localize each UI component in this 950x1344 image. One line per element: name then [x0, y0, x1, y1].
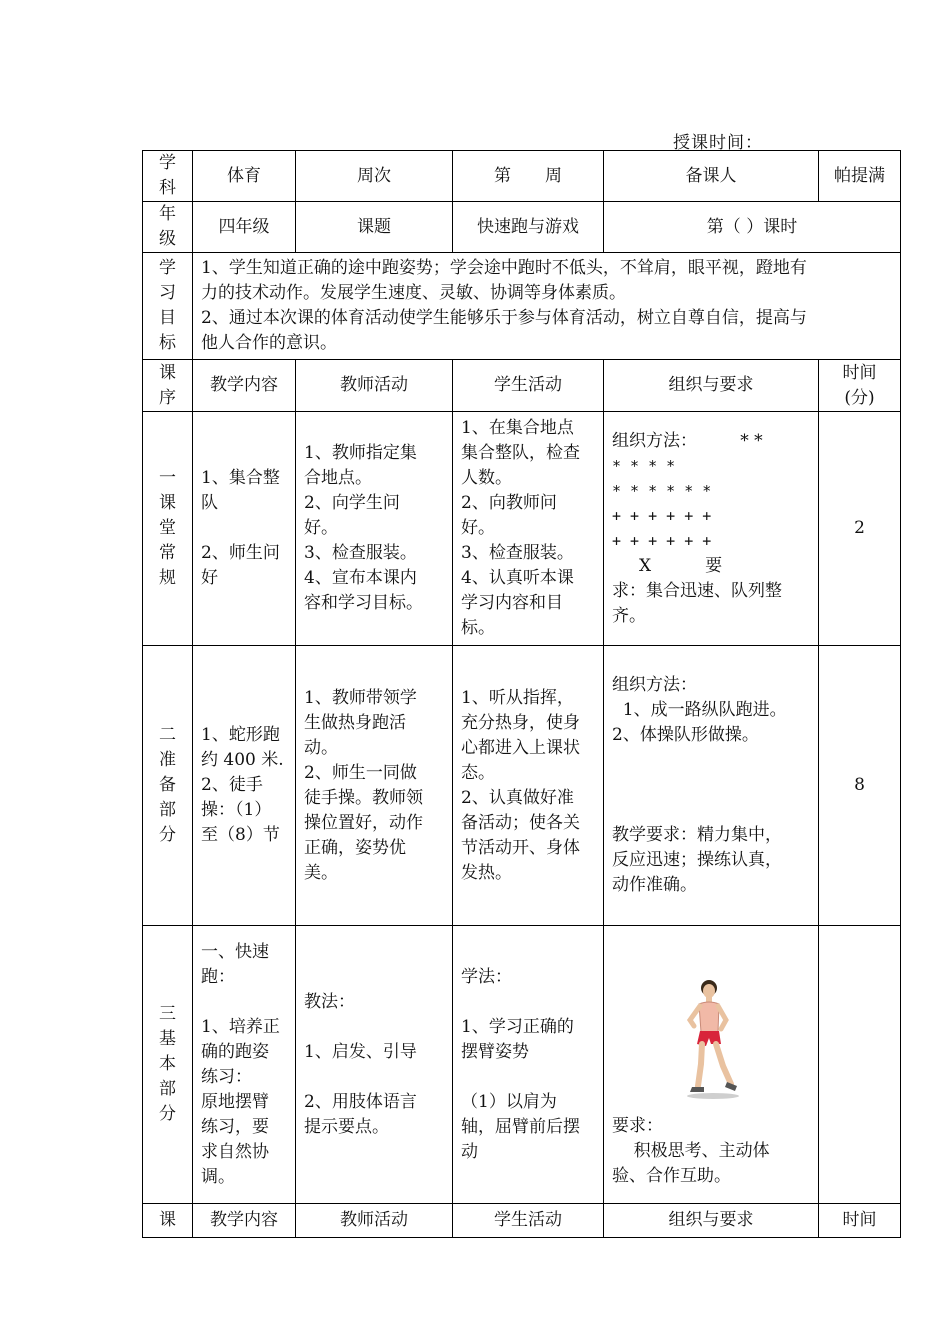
col-student: 学生活动 — [453, 1204, 604, 1238]
formation-line: + + + + + + — [612, 506, 712, 525]
section-name-text: 二准备部分 — [159, 725, 176, 845]
text-line: 动作准确。 — [612, 875, 697, 895]
text-line: 提示要点。 — [304, 1116, 389, 1137]
grade-label-text: 年级 — [159, 204, 176, 249]
text-line: 集合整队，检查 — [461, 443, 580, 463]
text-line: 练习： — [201, 1066, 252, 1087]
text-line: 约 400 米. — [201, 750, 284, 770]
text-line — [201, 990, 287, 1015]
goal-line: 2、通过本次课的体育活动使学生能够乐于参与体育活动，树立自尊自信，提高与 — [201, 308, 807, 328]
text-line: 2、向教师问 — [461, 493, 557, 513]
text-line: 2、认真做好准 — [461, 787, 574, 808]
text-line: 积极思考、主动体 — [612, 1141, 770, 1161]
text-line: 队 — [201, 493, 218, 513]
preparer-label: 备课人 — [604, 151, 819, 202]
text-line: 学法： — [461, 966, 512, 987]
section-row-routine — [143, 412, 901, 646]
section-student — [453, 926, 604, 1204]
text-line: 确的跑姿 — [201, 1041, 269, 1062]
preparer-value: 帕提满 — [819, 151, 901, 202]
text-line — [304, 1015, 444, 1040]
section-teacher — [296, 412, 453, 646]
text-line — [461, 990, 595, 1015]
section-name — [143, 646, 193, 926]
goals-row — [143, 253, 901, 360]
lesson-plan-table — [142, 150, 901, 1238]
text-line: 2、徒手 — [201, 775, 263, 795]
text-line: 操位置好，动作 — [304, 812, 423, 833]
section-row-main — [143, 926, 901, 1204]
goals-label-text: 学习目标 — [159, 258, 176, 353]
col-teacher: 教师活动 — [296, 360, 453, 412]
info-row-subject — [143, 151, 901, 202]
goal-line: 1、学生知道正确的途中跑姿势；学会途中跑时不低头，不耸肩，眼平视，蹬地有 — [201, 258, 807, 278]
text-line: 徒手操。教师领 — [304, 787, 423, 808]
text-line: 验、合作互助。 — [612, 1166, 731, 1186]
info-row-grade — [143, 202, 901, 253]
text-line: 1、学习正确的 — [461, 1016, 574, 1037]
col-organization: 组织与要求 — [604, 1204, 819, 1238]
text-line: 生做热身跑活 — [304, 712, 406, 733]
text-line: 充分热身，使身 — [461, 712, 580, 733]
col-teacher: 教师活动 — [296, 1204, 453, 1238]
section-organization — [604, 646, 819, 926]
text-line: 1、培养正 — [201, 1016, 280, 1037]
text-line: 2、师生问 — [201, 543, 280, 563]
text-line: 2、体操队形做操。 — [612, 725, 759, 745]
text-line: 要求： — [612, 1116, 663, 1136]
text-line: 好。 — [461, 518, 495, 538]
week-label: 周次 — [296, 151, 453, 202]
col-content: 教学内容 — [193, 1204, 296, 1238]
text-line — [612, 773, 810, 798]
text-line: 1、教师指定集 — [304, 443, 417, 463]
text-line: 发热。 — [461, 862, 512, 883]
topic-value: 快速跑与游戏 — [453, 202, 604, 253]
col-student: 学生活动 — [453, 360, 604, 412]
text-line: 好 — [201, 568, 218, 588]
text-line: 1、启发、引导 — [304, 1041, 417, 1062]
text-line: 组织方法： * * — [612, 430, 763, 451]
text-line: 摆臂姿势 — [461, 1041, 529, 1062]
text-line: 反应迅速；操练认真， — [612, 850, 782, 870]
goal-line: 他人合作的意识。 — [201, 333, 337, 353]
section-time: 2 — [819, 412, 901, 646]
section-organization — [604, 412, 819, 646]
text-line — [612, 748, 810, 773]
section-time — [819, 926, 901, 1204]
text-line: 容和学习目标。 — [304, 593, 423, 613]
text-line: 组织方法： — [612, 675, 697, 695]
text-line: 1、在集合地点 — [461, 418, 574, 438]
text-line: 2、师生一同做 — [304, 762, 417, 783]
text-line: 调。 — [201, 1166, 235, 1187]
col-time: 时间 — [819, 1204, 901, 1238]
week-value: 第 周 — [453, 151, 604, 202]
section-content — [193, 412, 296, 646]
section-row-warmup — [143, 646, 901, 926]
runner-figure-illustration — [671, 974, 751, 1104]
text-line: 心都进入上课状 — [461, 737, 580, 758]
col-sequence-text: 课序 — [159, 362, 176, 408]
col-organization: 组织与要求 — [604, 360, 819, 412]
column-header-row — [143, 360, 901, 412]
text-line: 动。 — [304, 737, 338, 758]
topic-label: 课题 — [296, 202, 453, 253]
col-time — [819, 360, 901, 412]
text-line: 至（8）节 — [201, 825, 280, 845]
section-name-text: 三基本部分 — [159, 1004, 176, 1124]
subject-value: 体育 — [193, 151, 296, 202]
text-line: 4、认真听本课 — [461, 568, 574, 588]
text-line: 求自然协 — [201, 1141, 269, 1162]
text-line: 轴，屈臂前后摆 — [461, 1116, 580, 1137]
text-line: 合地点。 — [304, 468, 372, 488]
text-line: X 要 — [612, 555, 723, 576]
text-line: 好。 — [304, 518, 338, 538]
section-teacher — [296, 926, 453, 1204]
period-value: 第（ ）课时 — [604, 202, 901, 253]
text-line: （1）以肩为 — [461, 1091, 557, 1112]
text-line: 2、用肢体语言 — [304, 1091, 417, 1112]
text-line: 1、集合整 — [201, 468, 280, 488]
goals-text — [193, 253, 901, 360]
subject-label — [143, 151, 193, 202]
text-line — [201, 516, 287, 541]
goals-label — [143, 253, 193, 360]
text-line: 1、成一路纵队跑进。 — [612, 700, 787, 720]
text-line: 正确，姿势优 — [304, 837, 406, 858]
text-line: 教学要求：精力集中， — [612, 825, 782, 845]
section-time: 8 — [819, 646, 901, 926]
text-line: 原地摆臂 — [201, 1091, 269, 1112]
text-line: 人数。 — [461, 468, 512, 488]
section-name — [143, 926, 193, 1204]
section-student — [453, 412, 604, 646]
section-name-text: 一课堂常规 — [159, 468, 176, 588]
text-line: 跑： — [201, 966, 235, 987]
text-line: 2、向学生问 — [304, 493, 400, 513]
text-line: 态。 — [461, 762, 495, 783]
text-line: 标。 — [461, 618, 495, 638]
formation-line: * * * * * * — [612, 481, 712, 500]
text-line: 一、快速 — [201, 941, 269, 962]
text-line: 学习内容和目 — [461, 593, 563, 613]
text-line: 1、蛇形跑 — [201, 725, 280, 745]
section-content — [193, 926, 296, 1204]
formation-line: * * * * — [612, 456, 676, 475]
col-content: 教学内容 — [193, 360, 296, 412]
col-time-text: 时间(分) — [842, 362, 877, 408]
text-line — [461, 1065, 595, 1090]
text-line: 备活动；使各关 — [461, 812, 580, 833]
text-line: 美。 — [304, 862, 338, 883]
text-line: 求：集合迅速、队列整 — [612, 580, 782, 601]
grade-value: 四年级 — [193, 202, 296, 253]
text-line: 动 — [461, 1141, 478, 1162]
footer-header-row — [143, 1204, 901, 1238]
section-teacher — [296, 646, 453, 926]
section-student — [453, 646, 604, 926]
formation-line: + + + + + + — [612, 531, 712, 550]
col-sequence — [143, 360, 193, 412]
text-line: 教法： — [304, 991, 355, 1012]
text-line: 节活动开、身体 — [461, 837, 580, 858]
text-line: 齐。 — [612, 605, 646, 626]
text-line — [612, 798, 810, 823]
text-line: 操：（1） — [201, 800, 272, 820]
teaching-time-label: 授课时间： — [673, 133, 763, 153]
text-line: 3、检查服装。 — [461, 543, 574, 563]
goal-line: 力的技术动作。发展学生速度、灵敏、协调等身体素质。 — [201, 283, 626, 303]
col-sequence: 课 — [143, 1204, 193, 1238]
grade-label — [143, 202, 193, 253]
subject-label-text: 学科 — [159, 153, 176, 198]
text-line: 练习，要 — [201, 1116, 269, 1137]
text-line — [304, 1065, 444, 1090]
text-line: 1、教师带领学 — [304, 687, 417, 708]
text-line: 1、听从指挥， — [461, 687, 574, 708]
text-line: 3、检查服装。 — [304, 543, 417, 563]
section-name — [143, 412, 193, 646]
section-organization — [604, 926, 819, 1204]
text-line: 4、宣布本课内 — [304, 568, 417, 588]
section-content — [193, 646, 296, 926]
